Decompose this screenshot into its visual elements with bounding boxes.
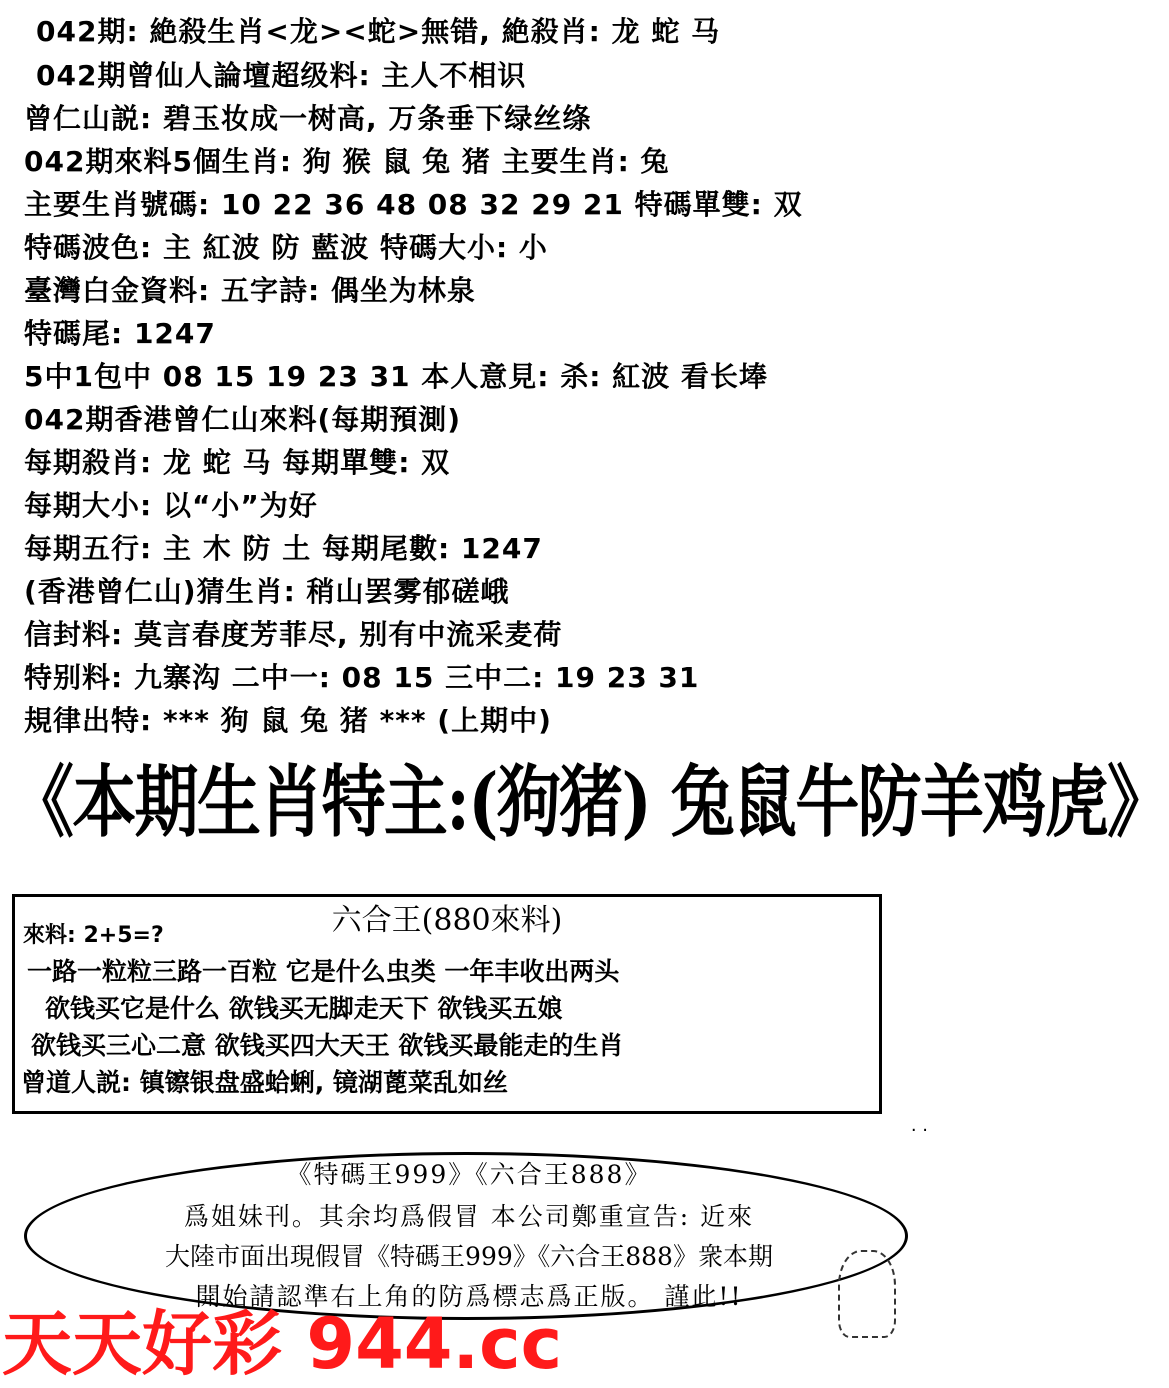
- text-line-15: 信封料: 莫言春度芳菲尽, 别有中流采麦荷: [24, 618, 563, 651]
- text-line-1: 042期: 絶殺生肖<龙><蛇>無错, 絶殺肖: 龙 蛇 马: [36, 15, 721, 48]
- liuhewang-box: [12, 894, 882, 1114]
- text-line-14: (香港曾仁山)猜生肖: 稍山罢雾郁磋峨: [24, 575, 510, 608]
- text-line-8: 特碼尾: 1247: [24, 317, 216, 350]
- watermark: 天天好彩 944.cc: [2, 1303, 563, 1385]
- notice-line-3: 大陸市面出現假冒《特碼王999》《六合王888》衆本期: [165, 1242, 773, 1271]
- text-line-7: 臺灣白金資料: 五字詩: 偶坐为林泉: [24, 274, 476, 307]
- text-line-4: 042期來料5個生肖: 狗 猴 鼠 兔 猪 主要生肖: 兔: [24, 145, 670, 178]
- text-line-2: 042期曾仙人論壇超级料: 主人不相识: [36, 59, 527, 92]
- text-line-6: 特碼波色: 主 紅波 防 藍波 特碼大小: 小: [24, 231, 548, 264]
- notice-line-4: 開始請認準右上角的防爲標志爲正版。 謹此!!: [195, 1282, 743, 1311]
- box-title: 六合王(880來料): [331, 903, 563, 938]
- text-line-9: 5中1包中 08 15 19 23 31 本人意見: 杀: 紅波 看长埲: [24, 360, 768, 393]
- box-formula: 來料: 2+5=?: [23, 923, 164, 948]
- scan-dots: · ·: [910, 1120, 928, 1141]
- text-line-5: 主要生肖號碼: 10 22 36 48 08 32 29 21 特碼單雙: 双: [24, 188, 803, 221]
- text-line-16: 特别料: 九寨沟 二中一: 08 15 三中二: 19 23 31: [24, 661, 700, 694]
- box-line-4: 曾道人説: 镇镲银盘盛蛤蜊, 镜湖蓖菜乱如丝: [21, 1068, 508, 1097]
- text-line-17: 規律出特: *** 狗 鼠 兔 猪 *** (上期中): [24, 704, 552, 737]
- text-line-10: 042期香港曾仁山來料(每期預測): [24, 403, 462, 436]
- box-line-2: 欲钱买它是什么 欲钱买无脚走天下 欲钱买五娘: [45, 994, 563, 1023]
- headline: 《本期生肖特主:(狗猪) 兔鼠牛防羊鸡虎》: [10, 757, 1169, 848]
- box-line-3: 欲钱买三心二意 欲钱买四大天王 欲钱买最能走的生肖: [31, 1031, 624, 1060]
- text-line-11: 每期殺肖: 龙 蛇 马 每期單雙: 双: [24, 446, 451, 479]
- text-line-12: 每期大小: 以“小”为好: [24, 489, 318, 522]
- box-line-1: 一路一粒粒三路一百粒 它是什么虫类 一年丰收出两头: [27, 957, 620, 986]
- text-line-13: 每期五行: 主 木 防 土 每期尾數: 1247: [24, 532, 543, 565]
- anti-counterfeit-stamp-icon: [838, 1250, 896, 1338]
- notice-line-2: 爲姐妹刊。其余均爲假冒 本公司鄭重宣告: 近來: [183, 1202, 755, 1231]
- notice-line-1: 《特碼王999》《六合王888》: [286, 1160, 652, 1189]
- text-line-3: 曾仁山説: 碧玉妆成一树高, 万条垂下绿丝绦: [24, 102, 592, 135]
